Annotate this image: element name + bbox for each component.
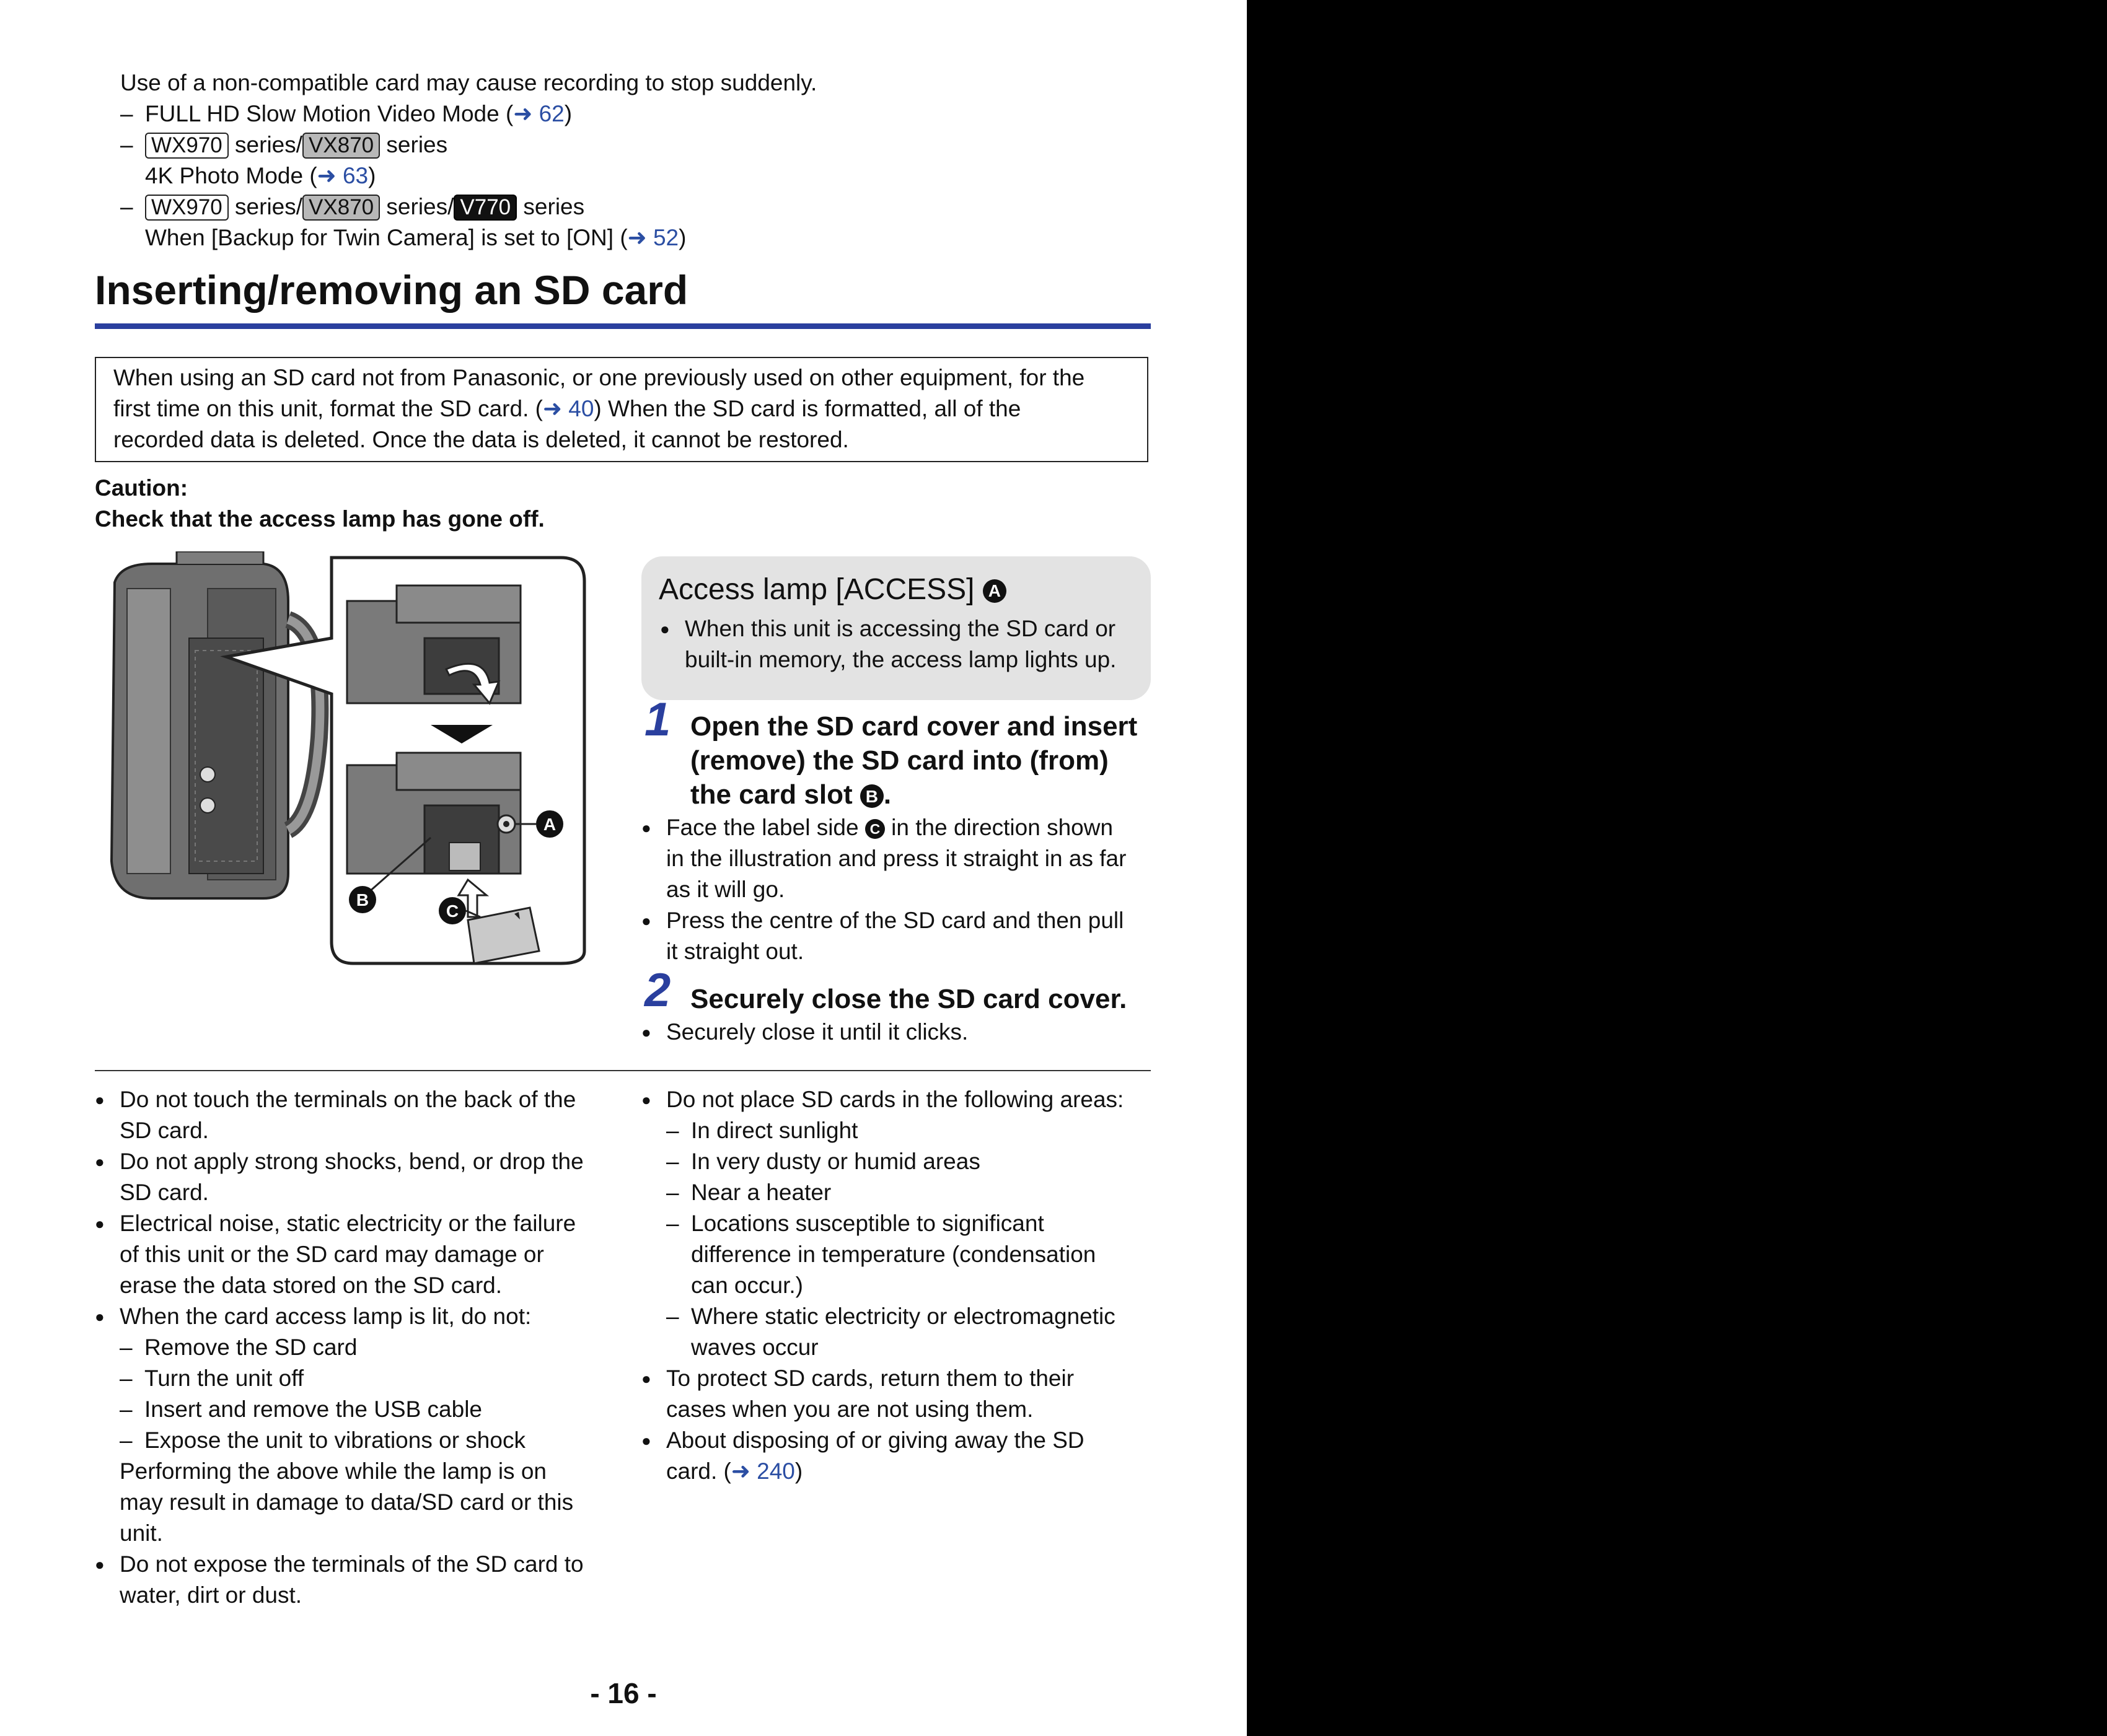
- note-disposing: ● About disposing of or giving away the SD: [666, 1425, 1162, 1456]
- intro-item-backup-twin: – WX970 series/ VX870 series/ V770 series When [Backup for Twin Camera] is set to [ON] (➜ 52): [120, 194, 687, 250]
- note-storage-areas: ● Do not place SD cards in the following areas:: [666, 1084, 1162, 1115]
- label-b-badge: B: [860, 784, 884, 808]
- model-badge-v770: V770: [454, 195, 517, 221]
- page-link-62[interactable]: 62: [539, 101, 565, 126]
- notes-left-column: ● Do not touch the terminals on the back of the SD card. ● Do not apply strong shocks, bend, or drop the SD card. ● Electrical noise, static electricity or the failure of this unit or the SD card may damage or erase the data stored on the SD card. ● When the card access lamp is lit, do not: – Remove the SD card – Turn the unit off – Insert and remove the USB cable – Expose the unit to vibrations or shock Performing the above while the lamp is on may result in damage to data/SD card or this unit. ● Do not expose the terminals of the SD card to water, dirt or dust.: [120, 1084, 615, 1611]
- access-lamp-box: [641, 556, 1151, 700]
- step-2-title: Securely close the SD card cover.: [690, 984, 1127, 1014]
- sd-card-illustration: [102, 551, 598, 967]
- note-access-lamp-lit: ● When the card access lamp is lit, do not:: [120, 1301, 615, 1332]
- step-1-title: Open the SD card cover and insert (remove) the SD card into (from) the card slot B .: [690, 711, 1138, 810]
- note-expose-terminals: ● Do not expose the terminals of the SD card to: [120, 1549, 615, 1580]
- page-link-63[interactable]: 63: [342, 163, 369, 188]
- label-b-icon: [349, 886, 376, 913]
- intro-line: Use of a non-compatible card may cause recording to stop suddenly.: [120, 70, 817, 95]
- format-notice-box: When using an SD card not from Panasonic, or one previously used on other equipment, for the first time on this unit, format the SD card. (➜ 40) When the SD card is formatted, all of the recorded data is deleted. Once the data is deleted, it cannot be restored.: [95, 357, 1148, 462]
- note-terminals: ● Do not touch the terminals on the back of the: [120, 1084, 615, 1115]
- note-electrical-noise: ● Electrical noise, static electricity or the failure: [120, 1208, 615, 1239]
- page-link-40[interactable]: 40: [568, 396, 594, 421]
- model-badge-wx970: WX970: [145, 133, 229, 159]
- model-badge-vx870: VX870: [302, 133, 380, 159]
- caution-block: [95, 473, 545, 535]
- reference-arrow-icon: ➜: [317, 163, 337, 188]
- section-divider: [95, 1070, 1151, 1071]
- intro-item-4k-photo: – WX970 series/ VX870 series 4K Photo Mode (➜ 63): [120, 132, 448, 188]
- access-lamp-title: Access lamp [ACCESS] A: [659, 572, 1006, 607]
- section-title-rule: [95, 323, 1151, 329]
- model-badge-vx870: VX870: [302, 195, 380, 221]
- label-c-badge: C: [865, 819, 885, 839]
- reference-arrow-icon: ➜: [731, 1458, 750, 1484]
- reference-arrow-icon: ➜: [627, 225, 647, 250]
- section-title: Inserting/removing an SD card: [95, 267, 688, 313]
- note-shocks: ● Do not apply strong shocks, bend, or drop the: [120, 1146, 615, 1177]
- page-link-52[interactable]: 52: [653, 225, 679, 250]
- svg-text:B: B: [356, 890, 369, 910]
- page-number: - 16 -: [590, 1677, 657, 1709]
- intro-item-slow-motion: – FULL HD Slow Motion Video Mode (➜ 62): [120, 101, 573, 126]
- step-2-notes: ● Securely close it until it clicks.: [666, 1017, 1156, 1048]
- step-1-note-2: ● Press the centre of the SD card and then pull: [666, 905, 1156, 936]
- svg-text:C: C: [446, 901, 459, 921]
- card-slot-open-icon: [347, 585, 521, 703]
- caution-label: Caution:: [95, 475, 188, 501]
- access-lamp-note: ● When this unit is accessing the SD card or built-in memory, the access lamp lights up.: [685, 613, 1116, 675]
- page-link-240[interactable]: 240: [757, 1458, 795, 1484]
- label-a-badge: A: [983, 579, 1006, 603]
- step-2-number: 2: [644, 964, 671, 1017]
- reference-arrow-icon: ➜: [513, 101, 533, 126]
- reference-arrow-icon: ➜: [542, 396, 562, 421]
- step-1-note-1: ● Face the label side C in the direction shown: [666, 812, 1156, 843]
- camcorder-icon: [112, 551, 320, 898]
- intro-block: [120, 68, 1174, 253]
- caution-text: Check that the access lamp has gone off.: [95, 506, 545, 532]
- svg-text:A: A: [543, 815, 556, 834]
- model-badge-wx970: WX970: [145, 195, 229, 221]
- notes-right-column: ● Do not place SD cards in the following areas: – In direct sunlight – In very dusty or humid areas – Near a heater – Locations susceptible to significant difference in temperature (condensation can occur.) – Where static electricity or electromagnetic waves occur ● To protect SD cards, return them to their cases when you are not using them. ● About disposing of or giving away the SD card. (➜ 240): [666, 1084, 1162, 1487]
- note-protect-cases: ● To protect SD cards, return them to their: [666, 1363, 1162, 1394]
- step-1-number: 1: [644, 693, 671, 746]
- label-a-icon: [536, 810, 563, 838]
- step-1-notes: ● Face the label side C in the direction shown in the illustration and press it straight in as far as it will go. ● Press the centre of the SD card and then pull it straight out.: [666, 812, 1156, 967]
